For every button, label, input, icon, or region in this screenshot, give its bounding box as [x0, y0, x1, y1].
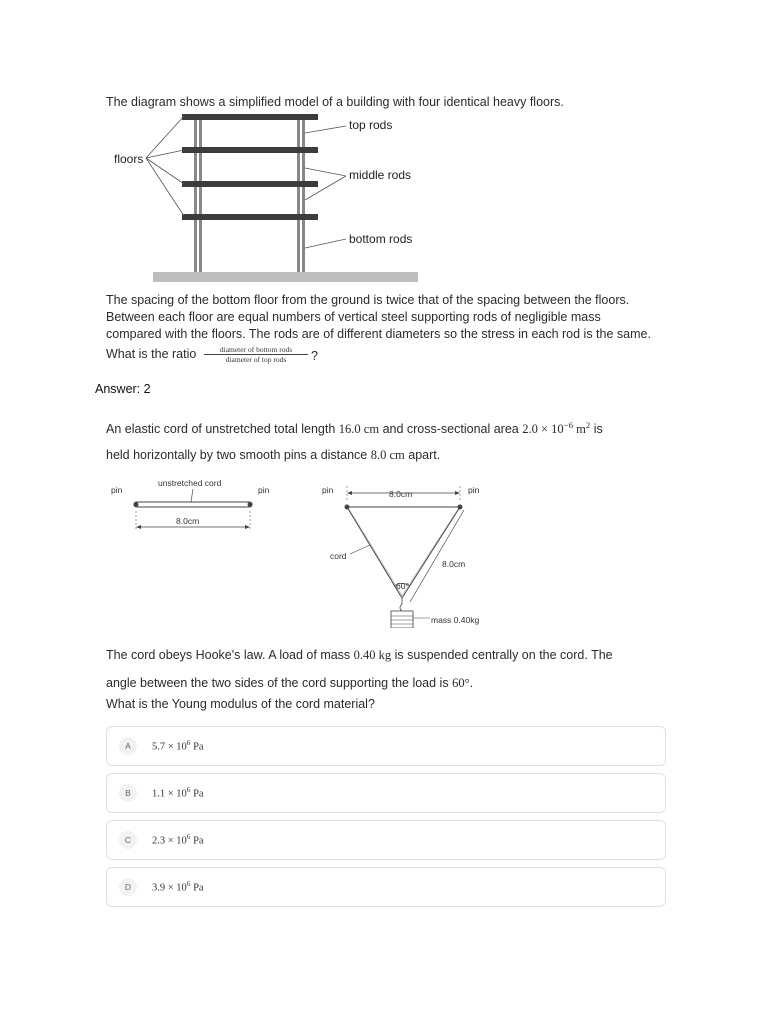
label-pin-right-1: pin	[258, 485, 270, 495]
q2-line1-c: is	[593, 422, 603, 437]
option-a-exp: 6	[186, 738, 191, 747]
mass-block	[391, 611, 413, 628]
option-b-coeff: 1.1 × 10	[152, 788, 187, 800]
label-length-left: 8.0cm	[176, 516, 200, 526]
unstretched-cord	[134, 502, 252, 507]
ratio-numerator: diameter of bottom rods	[204, 345, 308, 355]
floor-1	[182, 214, 318, 220]
option-d-coeff: 3.9 × 10	[152, 882, 187, 894]
label-floors: floors	[114, 152, 144, 166]
cord-left-side	[347, 507, 402, 598]
q2-line4-a: angle between the two sides of the cord supporting the load is	[106, 676, 449, 690]
label-unstretched-cord: unstretched cord	[158, 478, 222, 488]
rod-left-b	[199, 114, 202, 272]
question2-line-1	[106, 420, 603, 437]
option-a-coeff: 5.7 × 10	[152, 741, 187, 753]
pin-left-2	[345, 505, 350, 510]
rod-right-a	[297, 114, 300, 272]
ratio-fraction	[204, 345, 308, 364]
ratio-suffix: ?	[311, 349, 318, 363]
q2-line4-angle: 60°	[452, 676, 470, 690]
option-a-text	[152, 738, 204, 753]
q2-area-unit: m	[576, 422, 586, 437]
building-diagram	[100, 108, 440, 286]
ground	[153, 272, 418, 282]
q2-line3-b: is suspended centrally on the cord. The	[394, 648, 613, 662]
option-c-exp: 6	[186, 832, 191, 841]
q2-line1-b: and cross-sectional area	[382, 422, 519, 437]
cord-pointer	[191, 489, 193, 502]
q2-line2-b: apart.	[408, 448, 441, 462]
pin-right	[248, 502, 253, 507]
label-length-top: 8.0cm	[389, 489, 413, 499]
label-top-rods: top rods	[349, 118, 393, 132]
floor-3	[182, 147, 318, 153]
option-c-coeff: 2.3 × 10	[152, 835, 187, 847]
label-angle: 60°	[396, 581, 409, 591]
question2-line-2	[106, 448, 440, 463]
label-mass: mass 0.40kg	[431, 615, 480, 625]
label-pin-right-2: pin	[468, 485, 480, 495]
cord-right-side	[402, 507, 460, 598]
option-b-unit: Pa	[193, 788, 204, 800]
q2-line3-mass: 0.40 kg	[353, 648, 392, 662]
q2-line1-len: 16.0 cm	[338, 422, 380, 437]
side-dimension-line	[410, 510, 464, 602]
answer-text: Answer: 2	[95, 382, 151, 396]
option-d[interactable]	[106, 867, 666, 907]
rod-left-a	[194, 114, 197, 272]
q2-area-unit-exp: 2	[585, 420, 591, 430]
hook	[400, 598, 402, 611]
q2-line2-a: held horizontally by two smooth pins a distance	[106, 448, 368, 462]
option-a-unit: Pa	[193, 741, 204, 753]
option-d-unit: Pa	[193, 882, 204, 894]
option-c[interactable]	[106, 820, 666, 860]
question1-intro: The diagram shows a simplified model of a building with four identical heavy floors.	[106, 95, 564, 109]
option-c-letter: C	[119, 831, 137, 849]
q2-area	[522, 422, 590, 436]
rod-right-b	[302, 114, 305, 272]
label-length-side: 8.0cm	[442, 559, 466, 569]
ratio-prefix: What is the ratio	[106, 347, 197, 361]
option-b[interactable]	[106, 773, 666, 813]
option-a[interactable]	[106, 726, 666, 766]
question2-line-5: What is the Young modulus of the cord material?	[106, 697, 375, 711]
option-c-unit: Pa	[193, 835, 204, 847]
label-cord: cord	[330, 551, 347, 561]
question1-para-line-2: Between each floor are equal numbers of vertical steel supporting rods of negligible mass	[106, 310, 601, 324]
option-d-exp: 6	[186, 879, 191, 888]
option-b-text	[152, 785, 204, 800]
q2-line2-dist: 8.0 cm	[370, 448, 405, 462]
ratio-denominator: diameter of top rods	[225, 355, 287, 364]
option-a-letter: A	[119, 737, 137, 755]
label-pin-left-2: pin	[322, 485, 334, 495]
floor-4	[182, 114, 318, 120]
question2-line-3	[106, 648, 613, 663]
option-b-exp: 6	[186, 785, 191, 794]
q2-line3-a: The cord obeys Hooke's law. A load of mass	[106, 648, 351, 662]
label-middle-rods: middle rods	[349, 168, 412, 182]
q2-area-coeff: 2.0 × 10	[522, 422, 564, 437]
pin-left	[134, 502, 139, 507]
option-d-text	[152, 879, 204, 894]
label-pin-left-1: pin	[111, 485, 123, 495]
label-bottom-rods: bottom rods	[349, 232, 413, 246]
option-d-letter: D	[119, 878, 137, 896]
option-c-text	[152, 832, 204, 847]
question1-para-line-1: The spacing of the bottom floor from the ground is twice that of the spacing between the floors.	[106, 293, 630, 307]
q2-line4-b: .	[469, 676, 474, 690]
floor-2	[182, 181, 318, 187]
option-b-letter: B	[119, 784, 137, 802]
q2-area-exp: −6	[563, 420, 573, 430]
q2-line1-a: An elastic cord of unstretched total length	[106, 422, 336, 437]
question2-line-4	[106, 676, 473, 691]
question1-para-line-3: compared with the floors. The rods are of different diameters so the stress in each rod is the same.	[106, 327, 651, 341]
pin-right-2	[458, 505, 463, 510]
